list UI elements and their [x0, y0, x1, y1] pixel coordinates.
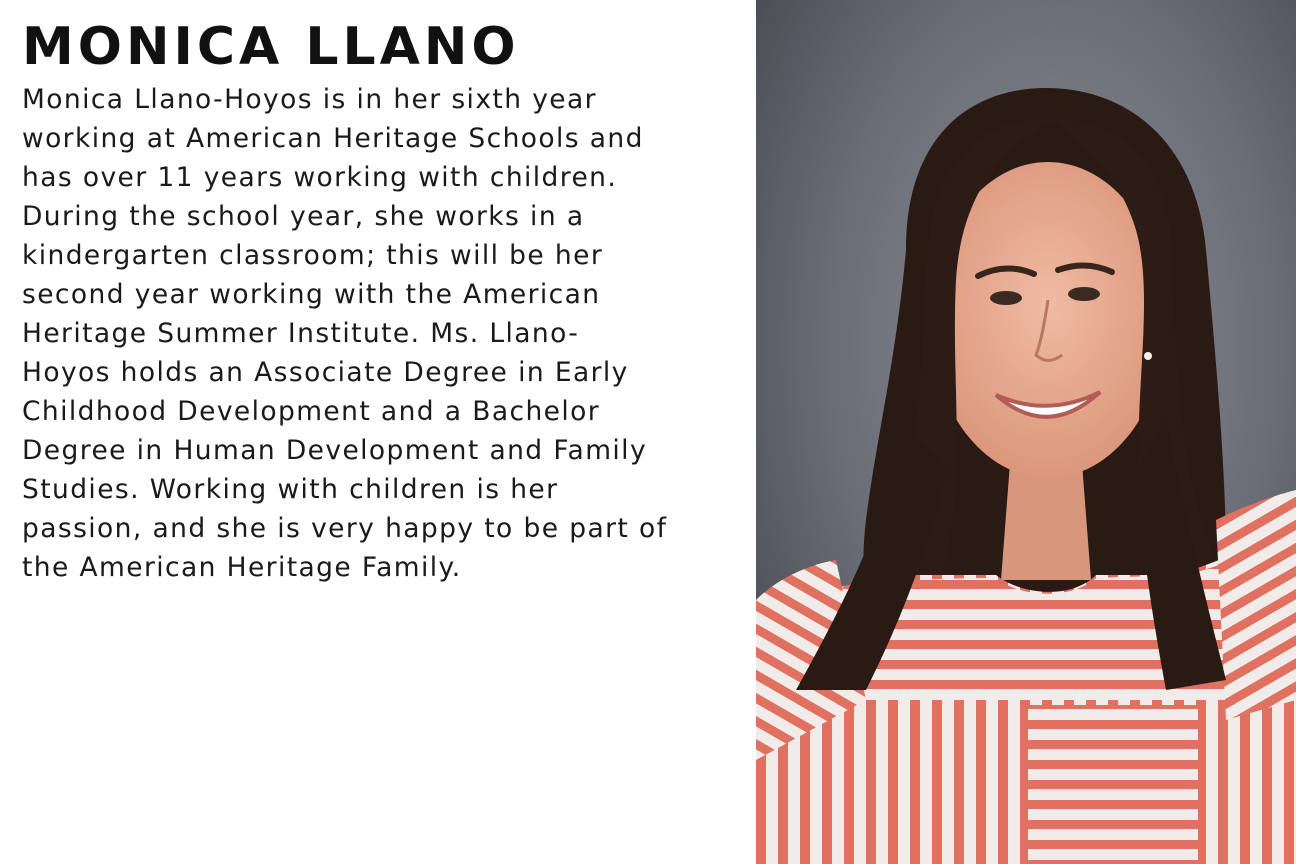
shirt-right-shoulder — [1216, 490, 1296, 720]
bio-line: Degree in Human Development and Family — [22, 435, 648, 466]
profile-bio — [22, 80, 742, 587]
portrait-illustration — [756, 0, 1296, 864]
bio-line: Studies. Working with children is her — [22, 474, 559, 505]
bio-line: kindergarten classroom; this will be her — [22, 240, 604, 271]
portrait-photo — [756, 0, 1296, 864]
right-eye — [1068, 287, 1100, 301]
profile-name: MONICA LLANO — [22, 17, 520, 77]
bio-line: Childhood Development and a Bachelor — [22, 396, 601, 427]
earring — [1144, 352, 1152, 360]
profile-text-column — [22, 14, 742, 587]
bio-line: Heritage Summer Institute. Ms. Llano- — [22, 318, 580, 349]
bio-line: the American Heritage Family. — [22, 552, 462, 583]
left-eye — [990, 291, 1022, 305]
bio-line: passion, and she is very happy to be part of — [22, 513, 668, 544]
bio-line: Monica Llano-Hoyos is in her sixth year — [22, 84, 597, 115]
bio-line: second year working with the American — [22, 279, 601, 310]
bio-line: During the school year, she works in a — [22, 201, 585, 232]
bio-line: working at American Heritage Schools and — [22, 123, 644, 154]
bio-line: has over 11 years working with children. — [22, 162, 618, 193]
bio-line: Hoyos holds an Associate Degree in Early — [22, 357, 629, 388]
shirt-pocket — [1028, 705, 1198, 864]
